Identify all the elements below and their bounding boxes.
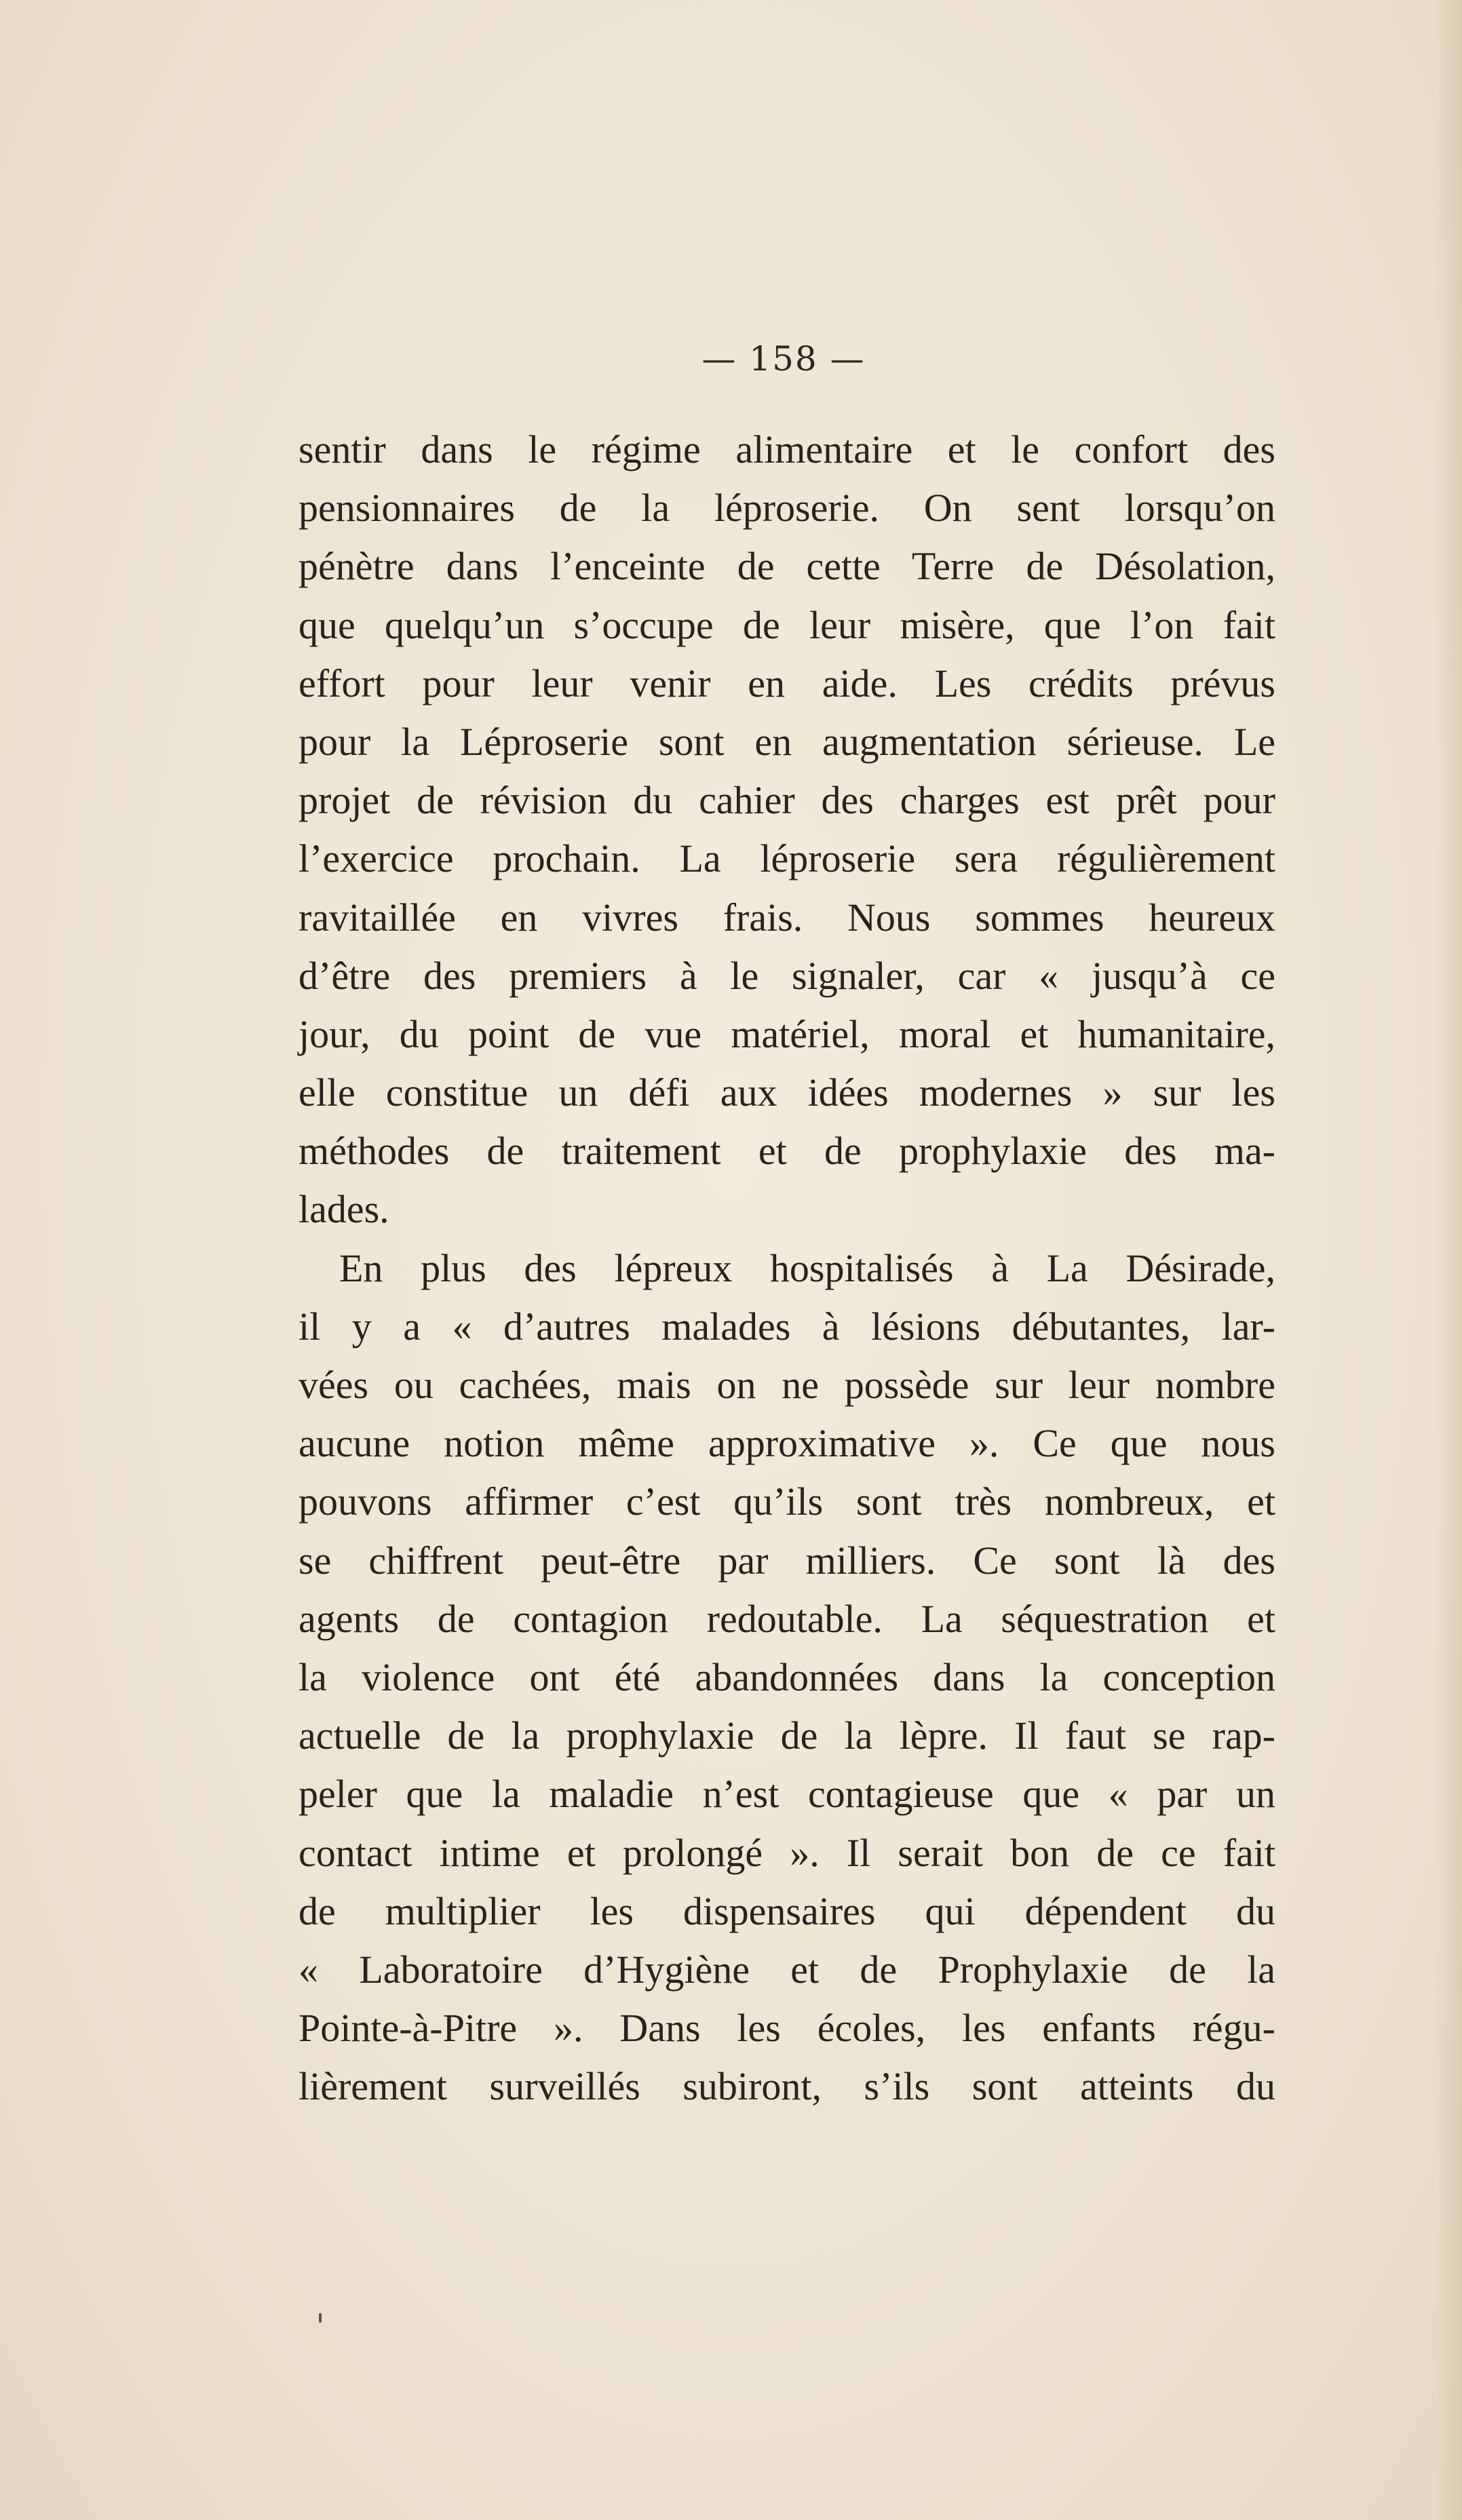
text-line: se chiffrent peut-être par milliers. Ce sont là des: [299, 1538, 1275, 1583]
text-line: lades.: [299, 1187, 389, 1232]
text-line: « Laboratoire d’Hygiène et de Prophylaxie de la: [299, 1947, 1275, 1992]
ink-speck: [319, 2313, 322, 2323]
text-line: peler que la maladie n’est contagieuse que « par un: [299, 1772, 1275, 1817]
body-text: [299, 421, 1275, 2116]
text-line: que quelqu’un s’occupe de leur misère, que l’on fait: [299, 602, 1275, 647]
text-line: Pointe-à-Pitre ». Dans les écoles, les enfants régu-: [299, 2006, 1275, 2051]
text-line: lièrement surveillés subiront, s’ils sont atteints du: [299, 2064, 1275, 2109]
text-line: méthodes de traitement et de prophylaxie des ma-: [299, 1129, 1275, 1174]
text-line: d’être des premiers à le signaler, car « jusqu’à ce: [299, 953, 1275, 998]
text-line: vées ou cachées, mais on ne possède sur leur nombre: [299, 1363, 1275, 1407]
text-line: la violence ont été abandonnées dans la conception: [299, 1654, 1275, 1699]
text-line: jour, du point de vue matériel, moral et humanitaire,: [299, 1011, 1275, 1056]
text-line: elle constitue un défi aux idées modernes » sur les: [299, 1070, 1275, 1115]
text-line: l’exercice prochain. La léproserie sera régulièrement: [299, 836, 1275, 881]
text-line: de multiplier les dispensaires qui dépendent du: [299, 1888, 1275, 1933]
text-line: il y a « d’autres malades à lésions débutantes, lar-: [299, 1304, 1275, 1349]
text-line: aucune notion même approximative ». Ce que nous: [299, 1421, 1275, 1466]
text-line: projet de révision du cahier des charges est prêt pour: [299, 778, 1275, 823]
text-line: pensionnaires de la léproserie. On sent lorsqu’on: [299, 486, 1275, 530]
text-line: sentir dans le régime alimentaire et le confort des: [299, 427, 1275, 471]
text-line: En plus des lépreux hospitalisés à La Désirade,: [339, 1245, 1275, 1290]
text-line: actuelle de la prophylaxie de la lèpre. Il faut se rap-: [299, 1713, 1275, 1758]
text-line: ravitaillée en vivres frais. Nous sommes heureux: [299, 895, 1275, 939]
text-line: effort pour leur venir en aide. Les crédits prévus: [299, 661, 1275, 705]
text-line: agents de contagion redoutable. La séquestration et: [299, 1596, 1275, 1641]
text-line: contact intime et prolongé ». Il serait bon de ce fait: [299, 1830, 1275, 1875]
page-number: — 158 —: [701, 339, 866, 379]
text-line: pouvons affirmer c’est qu’ils sont très nombreux, et: [299, 1479, 1275, 1524]
text-line: pour la Léproserie sont en augmentation sérieuse. Le: [299, 719, 1275, 764]
text-line: pénètre dans l’enceinte de cette Terre de Désolation,: [299, 544, 1275, 589]
